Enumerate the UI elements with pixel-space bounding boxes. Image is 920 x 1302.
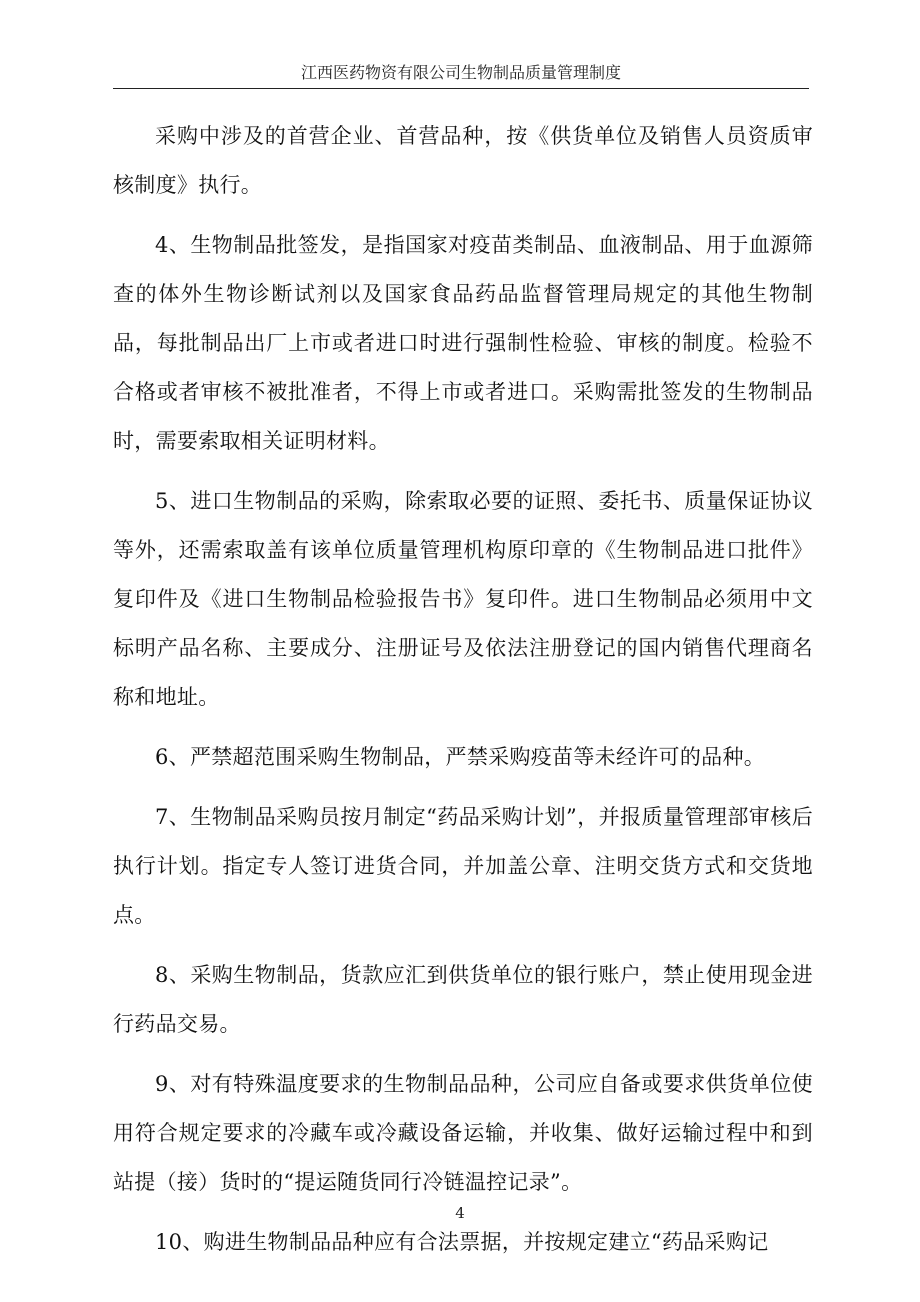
document-body [113, 112, 813, 1278]
paragraph-item-10-invoices: 10、购进生物制品品种应有合法票据，并按规定建立“药品采购记 [155, 1230, 769, 1254]
paragraph-item-5-imported-products: 5、进口生物制品的采购，除索取必要的证照、委托书、质量保证协议等外，还需索取盖有该单位质量管理机构原印章的《生物制品进口批件》复印件及《进口生物制品检验报告书》复印件。进口生物制品必须用中文标明产品名称、主要成分、注册证号及依法注册登记的国内销售代理商名称和地址。 [113, 489, 813, 709]
page-header [113, 58, 809, 89]
paragraph-procurement-first-run: 采购中涉及的首营企业、首营品种，按《供货单位及销售人员资质审核制度》执行。 [113, 124, 813, 197]
header-title: 江西医药物资有限公司生物制品质量管理制度 [300, 63, 621, 82]
paragraph-item-8-payment: 8、采购生物制品，货款应汇到供货单位的银行账户，禁止使用现金进行药品交易。 [113, 963, 813, 1036]
paragraph-item-6-prohibitions: 6、严禁超范围采购生物制品，严禁采购疫苗等未经许可的品种。 [155, 745, 766, 769]
paragraph-item-4-batch-release: 4、生物制品批签发，是指国家对疫苗类制品、血液制品、用于血源筛查的体外生物诊断试剂以及国家食品药品监督管理局规定的其他生物制品，每批制品出厂上市或者进口时进行强制性检验、审核的制度。检验不合格或者审核不被批准者，不得上市或者进口。采购需批签发的生物制品时，需要索取相关证明材料。 [113, 233, 813, 453]
paragraph-item-7-purchase-plan: 7、生物制品采购员按月制定“药品采购计划”，并报质量管理部审核后执行计划。指定专人签订进货合同，并加盖公章、注明交货方式和交货地点。 [113, 805, 813, 927]
page-number: 4 [455, 1204, 465, 1222]
paragraph-item-9-cold-chain: 9、对有特殊温度要求的生物制品品种，公司应自备或要求供货单位使用符合规定要求的冷藏车或冷藏设备运输，并收集、做好运输过程中和到站提（接）货时的“提运随货同行冷链温控记录”。 [113, 1072, 813, 1194]
page-footer [0, 1204, 920, 1222]
